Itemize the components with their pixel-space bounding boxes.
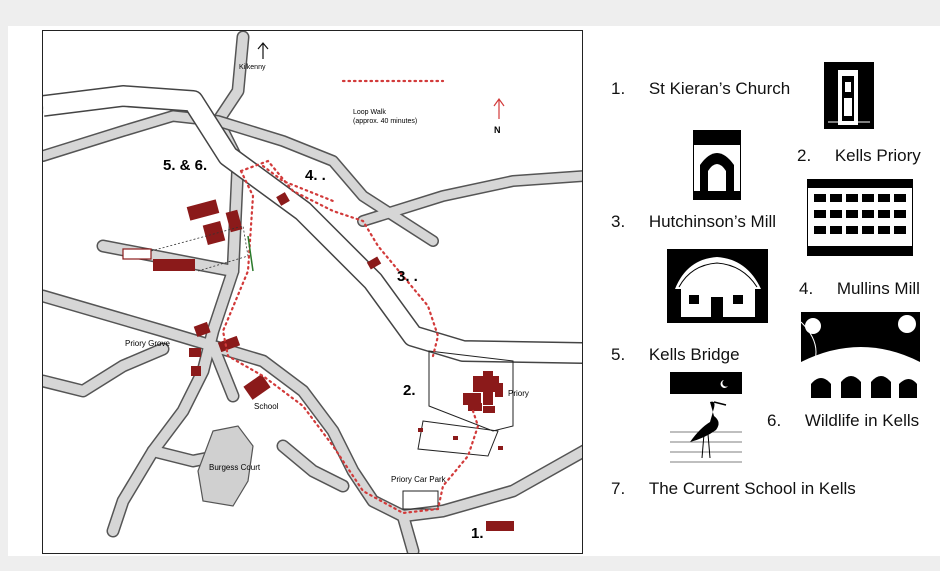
legend-item-4: 4. Mullins Mill [799, 279, 920, 298]
marker-1: 1. [471, 525, 484, 542]
loop-walk-route [223, 81, 478, 513]
marker-5-6: 5. & 6. [163, 157, 208, 174]
label-loop-walk: Loop Walk [353, 109, 386, 116]
marker-2: 2. [403, 382, 416, 399]
legend-item-2: 2. Kells Priory [797, 146, 921, 165]
label-burgess-court: Burgess Court [209, 463, 261, 472]
legend-item-1: 1. St Kieran’s Church [611, 79, 791, 98]
label-school: School [254, 402, 279, 411]
priory-arch-woodcut [693, 130, 741, 200]
legend-item-5: 5. Kells Bridge [611, 345, 740, 364]
label-priory-car-park: Priory Car Park [391, 475, 446, 484]
thatched-mill-woodcut [667, 249, 768, 323]
label-priory-grove: Priory Grove [125, 339, 170, 348]
marker-3: 3. . [397, 268, 418, 285]
marker-4: 4. . [305, 167, 326, 184]
label-loop-walk-duration: (approx. 40 minutes) [353, 118, 418, 125]
map-canvas [43, 31, 583, 554]
building-outline [123, 249, 151, 259]
roads-fill [43, 37, 583, 551]
legend-item-6: 6. Wildlife in Kells [767, 411, 920, 430]
label-priory: Priory [508, 389, 529, 398]
label-north: N [494, 125, 501, 135]
priory-ruins-woodcut [807, 179, 913, 256]
heron-woodcut [670, 372, 742, 469]
legend-item-7: 7. The Current School in Kells [611, 479, 856, 498]
bridge-woodcut [801, 312, 920, 398]
village-map [42, 30, 583, 554]
legend-item-3: 3. Hutchinson’s Mill [611, 212, 777, 231]
church-woodcut [824, 62, 874, 129]
label-kilkenny: Kilkenny [239, 64, 266, 71]
